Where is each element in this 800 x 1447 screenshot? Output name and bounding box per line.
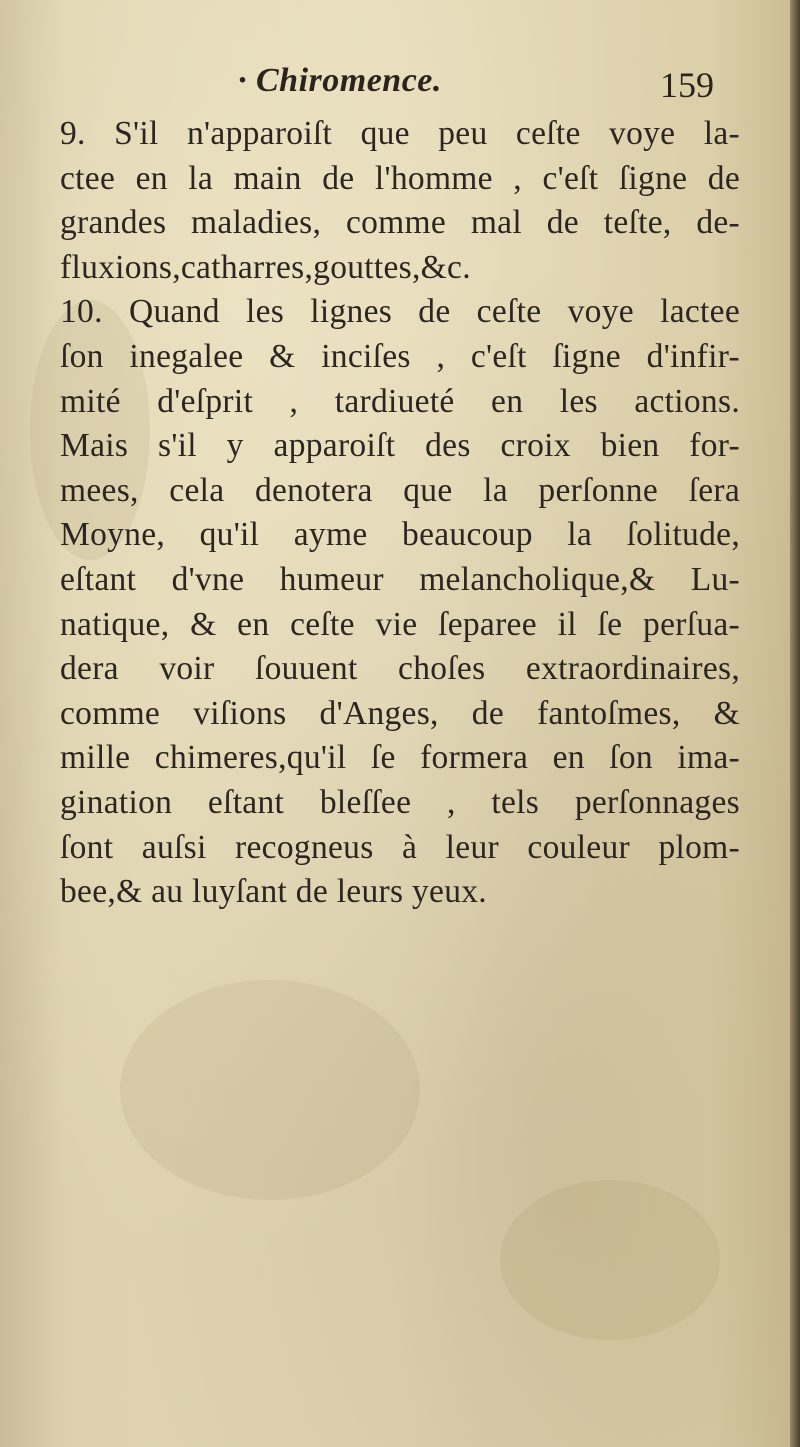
text-line: 9. S'il n'apparoiſt que peu ceſte voye la- (60, 115, 740, 152)
text-line: comme viſions d'Anges, de fantoſmes, & (60, 694, 740, 732)
paper-stain (120, 980, 420, 1200)
text-line: 10. Quand les lignes de ceſte voye lactee (60, 293, 740, 331)
paper-stain (500, 1180, 720, 1340)
text-line: mees, cela denotera que la perſonne ſera (60, 471, 740, 509)
text-line: ſont auſsi recogneus à leur couleur plom- (60, 828, 740, 866)
text-line: natique, & en ceſte vie ſeparee il ſe perſua- (60, 605, 740, 643)
text-line: dera voir ſouuent choſes extraordinaires, (60, 650, 740, 688)
text-line: bee,& au luyſant de leurs yeux. (60, 873, 487, 911)
text-line: Mais s'il y apparoiſt des croix bien for- (60, 427, 740, 465)
text-line: ſon inegalee & inciſes , c'eſt ſigne d'infir- (60, 337, 740, 375)
page-number: 159 (660, 65, 714, 105)
text-line: fluxions,catharres,gouttes,&c. (60, 248, 471, 286)
page-header (0, 62, 790, 112)
text-line: gination eſtant bleſſee , tels perſonnages (60, 783, 740, 821)
text-line: eſtant d'vne humeur melancholique,& Lu- (60, 560, 740, 598)
text-line: grandes maladies, comme mal de teſte, de- (60, 204, 740, 242)
text-line: ctee en la main de l'homme , c'eſt ſigne de (60, 159, 740, 197)
running-title: · Chiromence. (238, 62, 442, 99)
text-line: mille chimeres,qu'il ſe formera en ſon ima- (60, 739, 740, 777)
text-line: Moyne, qu'il ayme beaucoup la ſolitude, (60, 516, 740, 554)
text-line: mité d'eſprit , tardiueté en les actions. (60, 382, 740, 420)
page-edge (790, 0, 800, 1447)
body-text (60, 112, 740, 915)
